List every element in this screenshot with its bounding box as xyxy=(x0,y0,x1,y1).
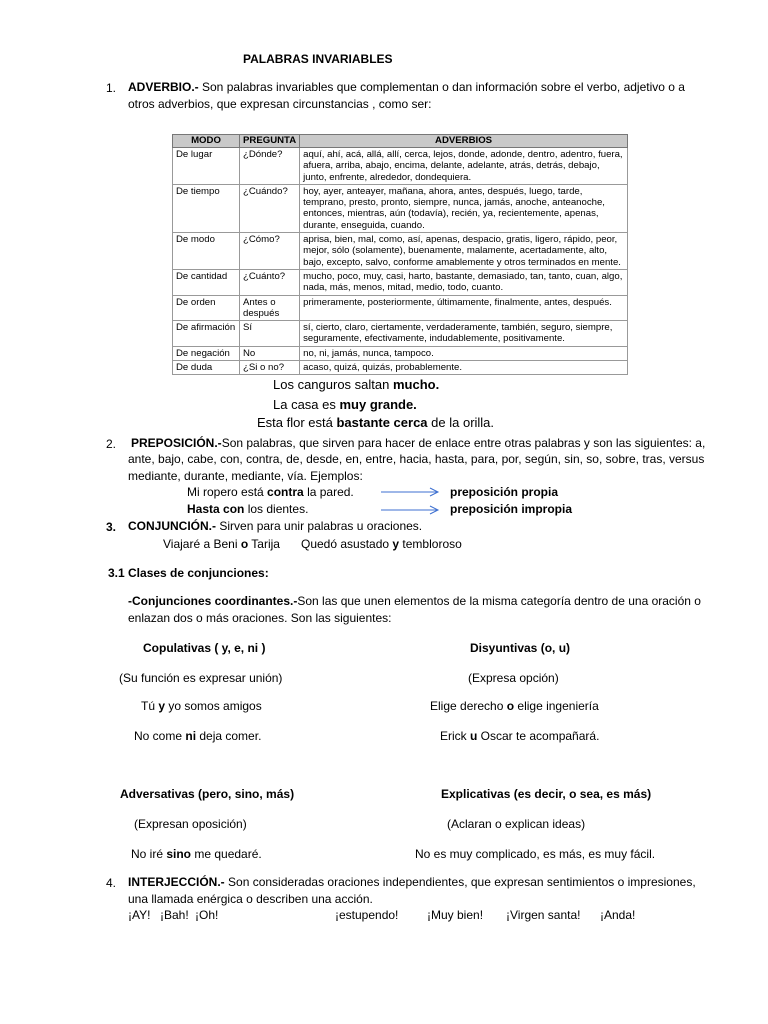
table-cell: De lugar xyxy=(173,148,240,185)
table-row xyxy=(173,148,628,185)
class-title-disyuntivas: Disyuntivas (o, u) xyxy=(470,641,571,655)
class-example: No es muy complicado, es más, es muy fácil. xyxy=(415,847,656,861)
section-preposicion-line1 xyxy=(131,435,705,452)
table-cell: ¿Cuánto? xyxy=(240,269,300,295)
subsection-title: -Conjunciones coordinantes.- xyxy=(128,594,298,608)
interjection-example: ¡AY! xyxy=(128,908,151,922)
section-text: una llamada enérgica o describen una acción. xyxy=(128,892,373,906)
section-number: 3. xyxy=(106,520,117,534)
example-text: deja comer. xyxy=(196,729,262,743)
example-text: La casa es xyxy=(273,397,340,412)
conjunction-example xyxy=(163,536,280,553)
class-title-adversativas: Adversativas (pero, sino, más) xyxy=(120,787,295,801)
section-heading: INTERJECCIÓN.- xyxy=(128,875,225,889)
example-text: Quedó asustado xyxy=(301,537,393,551)
table-cell: no, ni, jamás, nunca, tampoco. xyxy=(300,346,628,360)
interjection-example: ¡Anda! xyxy=(600,908,636,922)
table-cell: ¿Cómo? xyxy=(240,233,300,270)
class-title-copulativas: Copulativas ( y, e, ni ) xyxy=(143,641,266,655)
section-heading: CONJUNCIÓN.- xyxy=(128,519,217,533)
example-bold: bastante cerca xyxy=(336,415,428,430)
class-desc: (Aclaran o explican ideas) xyxy=(447,817,586,831)
example-bold: sino xyxy=(166,847,192,861)
preposition-example xyxy=(187,501,308,518)
table-header-cell: ADVERBIOS xyxy=(300,135,628,148)
class-example xyxy=(440,729,599,743)
example-bold: u xyxy=(470,729,478,743)
example-sentence xyxy=(273,397,417,412)
table-cell: De orden xyxy=(173,295,240,321)
class-desc: (Su función es expresar unión) xyxy=(119,671,283,685)
example-bold: muy grande. xyxy=(339,397,417,412)
preposition-type-label: preposición impropia xyxy=(450,502,573,516)
section-text: ante, bajo, cabe, con, contra, de, desde, en, entre, hacia, hasta, para, por, según, sin, so, sobre, tras, versus xyxy=(128,452,705,466)
table-cell: De cantidad xyxy=(173,269,240,295)
table-row xyxy=(173,346,628,360)
table-cell: De modo xyxy=(173,233,240,270)
example-sentence xyxy=(257,415,494,430)
class-example xyxy=(131,847,262,861)
example-sentence xyxy=(273,377,439,392)
subsection-heading: 3.1 Clases de conjunciones: xyxy=(108,566,269,580)
example-text: Erick xyxy=(440,729,470,743)
interjection-example: ¡estupendo! xyxy=(335,908,399,922)
section-interjeccion-line1 xyxy=(128,874,696,891)
example-text: tembloroso xyxy=(399,537,462,551)
table-cell: Antes o después xyxy=(240,295,300,321)
table-cell: De duda xyxy=(173,361,240,375)
example-bold: contra xyxy=(267,485,304,499)
class-example xyxy=(141,699,262,713)
preposition-type-label: preposición propia xyxy=(450,485,559,499)
section-text: Son las que unen elementos de la misma categoría dentro de una oración o xyxy=(297,594,701,608)
section-text: enlazan dos o más oraciones. Son las siguientes: xyxy=(128,611,392,625)
table-row xyxy=(173,233,628,270)
section-text: Sirven para unir palabras u oraciones. xyxy=(216,519,423,533)
class-desc: (Expresa opción) xyxy=(468,671,559,685)
example-text: Esta flor está xyxy=(257,415,337,430)
adverbs-table xyxy=(172,134,628,375)
class-title-explicativas: Explicativas (es decir, o sea, es más) xyxy=(441,787,652,801)
page-title: PALABRAS INVARIABLES xyxy=(243,52,393,66)
example-bold: o xyxy=(506,699,515,713)
section-adverbio-line2: otros adverbios, que expresan circunstancias , como ser: xyxy=(128,97,432,111)
section-text: Son palabras invariables que complementan o dan información sobre el verbo, adjetivo o a xyxy=(198,80,685,94)
table-cell: primeramente, posteriormente, últimamente, finalmente, antes, después. xyxy=(300,295,628,321)
example-text: me quedaré. xyxy=(191,847,262,861)
example-bold: o xyxy=(240,537,249,551)
example-text: elige ingeniería xyxy=(514,699,599,713)
table-row xyxy=(173,295,628,321)
table-cell: ¿Dónde? xyxy=(240,148,300,185)
class-example xyxy=(430,699,599,713)
conjunction-example xyxy=(301,536,462,553)
section-number: 1. xyxy=(106,81,117,95)
section-adverbio-line1 xyxy=(128,79,685,96)
table-row xyxy=(173,321,628,347)
interjection-example: ¡Virgen santa! xyxy=(506,908,581,922)
table-cell: hoy, ayer, anteayer, mañana, ahora, antes, después, luego, tarde, temprano, presto, pronto, siempre, nunca, jamás, anoche, anteanoche, entonces, mientras, aún (todavía), recién, ya, recientemente, apenas, durante, enseguida, cuando. xyxy=(300,184,628,232)
example-text: yo somos amigos xyxy=(165,699,262,713)
section-text: Son palabras, que sirven para hacer de enlace entre otras palabras y son las siguientes: a, xyxy=(221,436,706,450)
section-heading: PREPOSICIÓN.- xyxy=(131,436,222,450)
interjection-example: ¡Bah! xyxy=(160,908,189,922)
section-text: mediante, durante, mediante, vía. Ejemplos: xyxy=(128,469,363,483)
class-example xyxy=(134,729,261,743)
table-header-cell: PREGUNTA xyxy=(240,135,300,148)
table-row xyxy=(173,269,628,295)
interjection-example: ¡Muy bien! xyxy=(427,908,484,922)
table-row xyxy=(173,184,628,232)
example-text: los dientes. xyxy=(244,502,309,516)
example-text: Tú xyxy=(141,699,159,713)
section-text: Son consideradas oraciones independientes, que expresan sentimientos o impresiones, xyxy=(224,875,696,889)
table-cell: ¿Si o no? xyxy=(240,361,300,375)
table-cell: sí, cierto, claro, ciertamente, verdaderamente, también, seguro, siempre, seguramente, efectivamente, indudablemente, positivamente. xyxy=(300,321,628,347)
section-number: 4. xyxy=(106,876,117,890)
table-cell: No xyxy=(240,346,300,360)
table-cell: aprisa, bien, mal, como, así, apenas, despacio, gratis, ligero, rápido, peor, mejor, sólo (solamente), buenamente, malamente, acertadamente, alto, bajo, excepto, salvo, conforme amablemente y otros terminados en mente. xyxy=(300,233,628,270)
class-desc: (Expresan oposición) xyxy=(134,817,247,831)
interjection-example: ¡Oh! xyxy=(195,908,219,922)
example-text: Elige derecho xyxy=(430,699,507,713)
table-cell: mucho, poco, muy, casi, harto, bastante, demasiado, tan, tanto, cuan, algo, nada, más, menos, mitad, medio, todo, cuanto. xyxy=(300,269,628,295)
example-bold: mucho. xyxy=(392,377,440,392)
example-bold: y xyxy=(158,699,166,713)
table-cell: aquí, ahí, acá, allá, allí, cerca, lejos, donde, adonde, dentro, adentro, fuera, afuera, arriba, abajo, encima, delante, adelante, atrás, detrás, debajo, junto, enfrente, alrededor, dondequiera. xyxy=(300,148,628,185)
table-cell: De afirmación xyxy=(173,321,240,347)
example-text: la pared. xyxy=(303,485,354,499)
table-header-row xyxy=(173,135,628,148)
example-bold: y xyxy=(392,537,400,551)
table-row xyxy=(173,361,628,375)
table-cell: acaso, quizá, quizás, probablemente. xyxy=(300,361,628,375)
table-cell: De negación xyxy=(173,346,240,360)
example-text: Mi ropero está xyxy=(187,485,268,499)
example-bold: ni xyxy=(185,729,197,743)
coordinantes-line1 xyxy=(128,593,701,610)
section-conjuncion-line1 xyxy=(128,518,422,535)
example-text: No come xyxy=(134,729,186,743)
example-text: de la orilla. xyxy=(427,415,495,430)
table-cell: Sí xyxy=(240,321,300,347)
example-bold: Hasta con xyxy=(187,502,245,516)
table-cell: De tiempo xyxy=(173,184,240,232)
section-number: 2. xyxy=(106,437,117,451)
example-text: Oscar te acompañará. xyxy=(477,729,600,743)
example-text: Tarija xyxy=(248,537,280,551)
preposition-example xyxy=(187,484,354,501)
example-text: Viajaré a Beni xyxy=(163,537,241,551)
arrow-right-icon xyxy=(380,485,442,499)
arrow-right-icon xyxy=(380,503,442,517)
table-header-cell: MODO xyxy=(173,135,240,148)
example-text: No iré xyxy=(131,847,167,861)
example-text: Los canguros saltan xyxy=(273,377,393,392)
table-cell: ¿Cuándo? xyxy=(240,184,300,232)
section-heading: ADVERBIO.- xyxy=(128,80,199,94)
